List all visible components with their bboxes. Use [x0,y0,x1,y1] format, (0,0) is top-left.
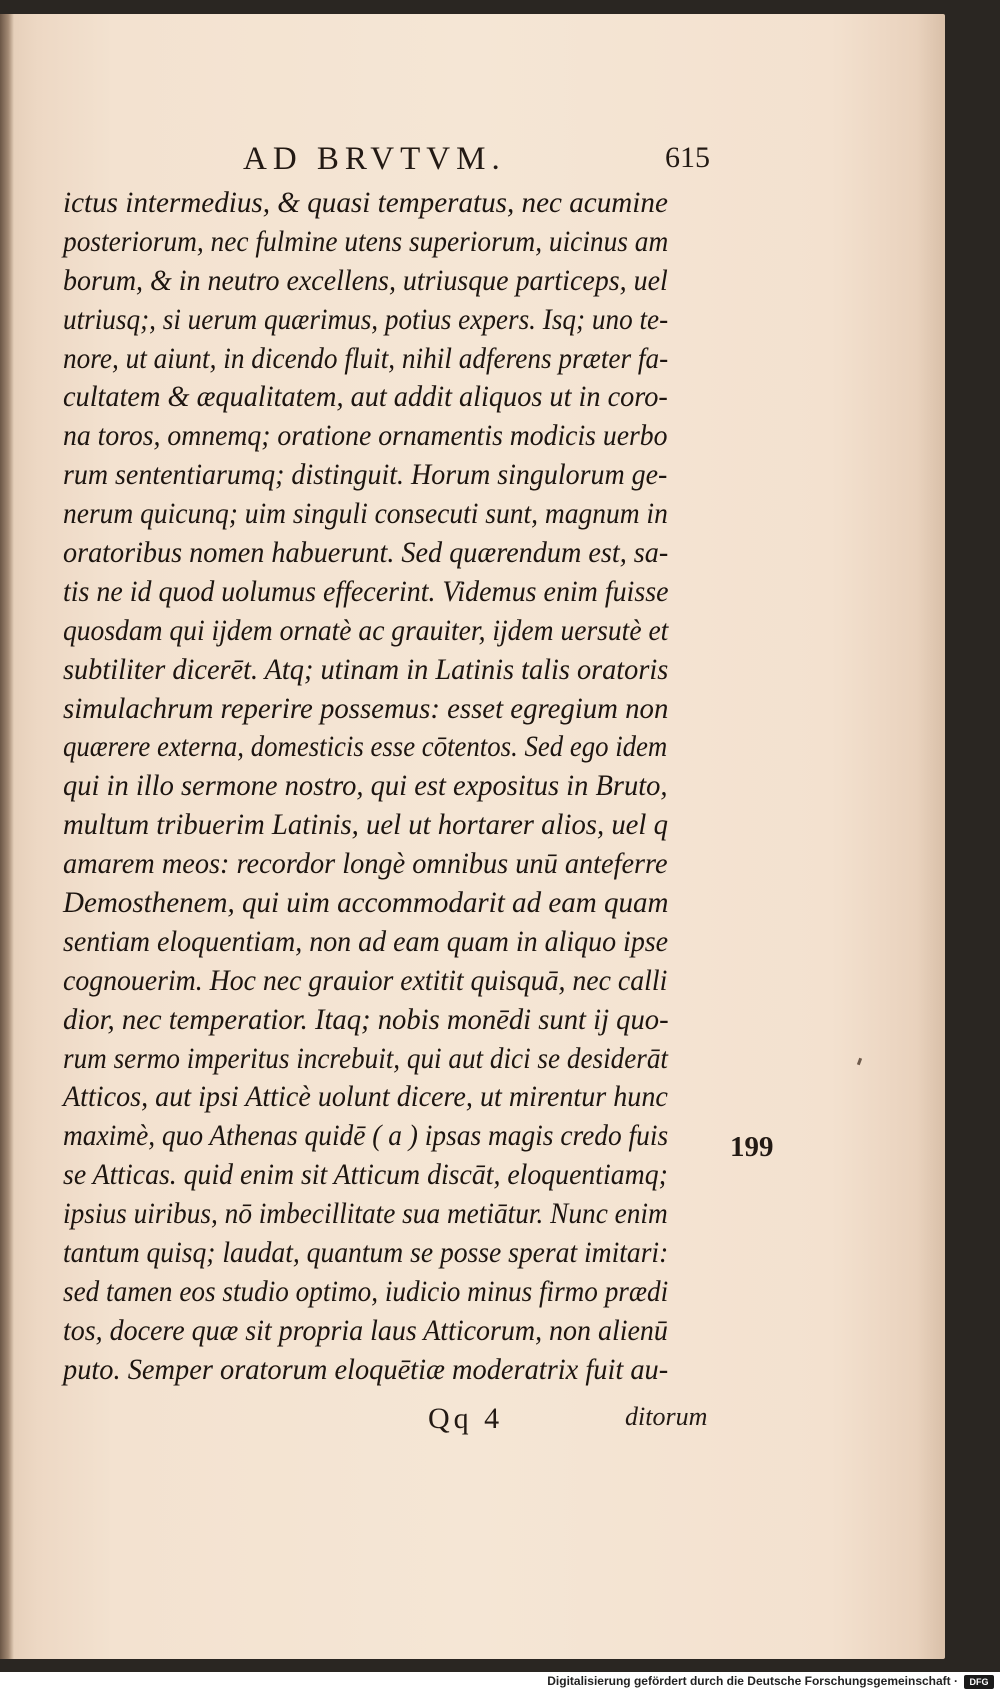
text-line: sentiam eloquentiam, non ad eam quam in aliquo ipse [63,925,669,958]
text-line: posteriorum, nec fulmine utens superiorum, uicinus am [63,225,669,258]
body-text [63,184,723,1390]
text-line: subtiliter dicerēt. Atq; utinam in Latinis talis oratoris [63,653,669,686]
text-line: nore, ut aiunt, in dicendo fluit, nihil adferens præter fa- [63,342,669,375]
text-line: tantum quisq; laudat, quantum se posse sperat imitari: [63,1237,669,1270]
text-line: multum tribuerim Latinis, uel ut hortarer alios, uel q [63,809,668,842]
text-line: dior, nec temperatior. Itaq; nobis monēdi sunt ij quo- [63,1003,669,1036]
text-line: ictus intermedius, & quasi temperatus, nec acumine [63,187,668,219]
text-line: Demosthenem, qui uim accommodarit ad eam quam [63,887,669,920]
margin-note: 199 [730,1131,774,1163]
page-gutter-shadow [0,14,14,1659]
text-line: maximè, quo Athenas quidē ( a ) ipsas magis credo fuis [63,1120,669,1153]
text-line: nerum quicunq; uim singuli consecuti sunt, magnum in [63,498,668,531]
text-line: rum sermo imperitus increbuit, qui aut dici se desiderāt [63,1042,668,1075]
signature-mark: Qq 4 [428,1402,504,1435]
text-line: cultatem & æqualitatem, aut addit aliquos ut in coro- [63,381,668,414]
page-number: 615 [665,141,710,174]
text-line: borum, & in neutro excellens, utriusque particeps, uel [63,264,668,297]
text-line: tos, docere quæ sit propria laus Atticorum, non alienū [63,1314,668,1347]
text-line: rum sententiarumq; distinguit. Horum singulorum ge- [63,459,668,492]
text-line: amarem meos: recordor longè omnibus unū anteferre [63,848,668,881]
text-line: puto. Semper oratorum eloquētiæ moderatrix fuit au- [63,1353,669,1386]
dfg-logo-icon: DFG [964,1675,994,1689]
text-line: ipsius uiribus, nō imbecillitate sua metiātur. Nunc enim [63,1198,668,1231]
text-line: quosdam qui ijdem ornatè ac grauiter, ijdem uersutè et [63,614,669,647]
text-line: quærere externa, domesticis esse cōtentos. Sed ego idem [63,731,668,764]
text-line: tis ne id quod uolumus effecerint. Videmus enim fuisse [63,575,669,608]
text-line: qui in illo sermone nostro, qui est expositus in Bruto, [63,770,668,803]
text-line: na toros, omnemq; oratione ornamentis modicis uerbo [63,420,668,453]
text-line: cognouerim. Hoc nec grauior extitit quisquā, nec calli [63,964,668,997]
text-line: simulachrum reperire possemus: esset egregium non [63,692,669,725]
text-line: sed tamen eos studio optimo, iudicio minus firmo prædi [63,1275,669,1308]
text-line: Atticos, aut ipsi Atticè uolunt dicere, ut mirentur hunc [63,1081,668,1114]
digitization-credit: Digitalisierung gefördert durch die Deutsche Forschungsgemeinschaft · [547,1674,958,1688]
digitization-credit-bar [0,1672,1000,1693]
text-line: oratoribus nomen habuerunt. Sed quærendum est, sa- [63,537,669,570]
catchword: ditorum [625,1402,708,1431]
text-line: se Atticas. quid enim sit Atticum discāt, eloquentiamq; [63,1159,668,1192]
page-header [0,141,945,181]
running-head: AD BRVTVM. [243,141,506,177]
text-line: utriusq;, si uerum quærimus, potius expers. Isq; uno te- [63,303,669,336]
